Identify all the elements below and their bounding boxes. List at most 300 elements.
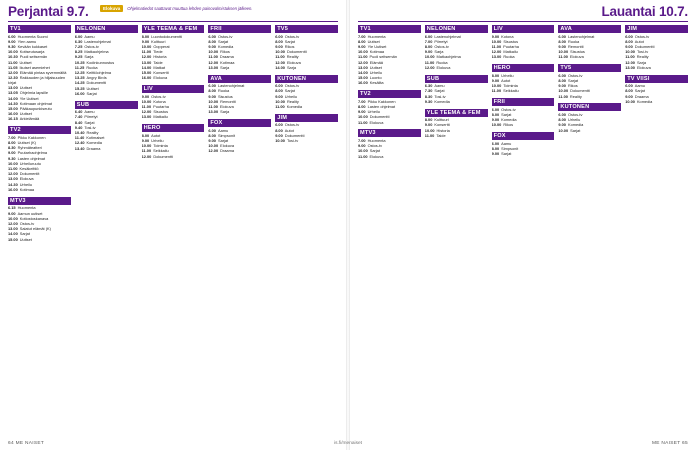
program-title: Taide	[436, 132, 446, 138]
channel-block	[625, 75, 688, 105]
program-title: Ruoka	[86, 64, 98, 70]
program-title: Angry Birds	[86, 75, 107, 81]
program-listing	[142, 55, 205, 60]
program-title: Autot	[634, 38, 644, 44]
program-time: 12.00	[358, 59, 368, 65]
channel-header: HERO	[492, 64, 555, 72]
channel-header: FRII	[492, 98, 555, 106]
program-time: 9.00	[625, 43, 633, 49]
listing-column	[358, 25, 421, 434]
program-title: Aamu	[84, 33, 95, 39]
program-time: 6.00	[491, 140, 500, 146]
program-listing	[142, 139, 205, 144]
program-title: Reality	[86, 129, 99, 135]
program-time: 13.05	[8, 90, 18, 96]
program-time: 11.00	[141, 49, 152, 55]
program-title: Kevään kukkaset	[17, 43, 48, 49]
program-time: 11.00	[424, 59, 435, 65]
program-time: 9.00	[358, 43, 366, 49]
program-title: Sarjat	[284, 38, 295, 44]
channel-block	[425, 75, 488, 105]
program-title: Tosi-tv	[286, 137, 299, 143]
program-time: 16.00	[141, 75, 152, 81]
program-title: Sarjat	[369, 148, 380, 154]
program-listing	[358, 81, 421, 86]
program-listing	[492, 45, 555, 50]
program-title: Kesäkeittiö	[19, 166, 39, 172]
channel-block	[142, 25, 205, 81]
program-title: Sarjat	[434, 88, 445, 94]
program-title: Urheilu	[19, 181, 33, 187]
program-title: Kotimaan ohjelmat	[19, 100, 52, 106]
program-listing	[558, 129, 621, 134]
channel-block	[492, 98, 555, 128]
program-time: 14.00	[275, 64, 285, 70]
program-time: 8.00	[558, 77, 566, 83]
program-listing	[492, 123, 555, 128]
program-title: Kesäilta	[369, 80, 384, 86]
program-time: 13.00	[8, 85, 18, 91]
program-time: 7.00	[358, 98, 366, 104]
program-time: 6.00	[208, 127, 216, 133]
program-title: Kodinkunnostus	[86, 59, 115, 65]
channel-block	[275, 75, 338, 110]
left-ribbon	[100, 5, 253, 12]
program-time: 11.00	[275, 103, 285, 109]
program-title: Ostos-tv	[84, 43, 99, 49]
program-time: 9.00	[141, 137, 150, 143]
program-listing	[142, 115, 205, 120]
program-title: Tosi-tv	[434, 93, 446, 99]
channel-header: YLE TEEMA & FEM	[142, 25, 205, 33]
program-time: 10.00	[208, 98, 219, 104]
channel-header: JIM	[275, 114, 338, 122]
program-title: Matkat	[153, 64, 166, 70]
program-title: Urheilu	[151, 137, 164, 143]
program-time: 9.00	[8, 210, 16, 216]
program-title: Dokumentit	[19, 171, 40, 177]
program-time: 15.00	[8, 236, 18, 242]
program-listing	[142, 95, 205, 100]
channel-block	[492, 132, 555, 157]
channel-header: MTV3	[8, 197, 71, 205]
channel-header: AVA	[558, 25, 621, 33]
channel-block	[558, 64, 621, 99]
program-title: Elokuva	[220, 143, 234, 149]
channel-header: FRII	[208, 25, 271, 33]
program-title: Uutiset	[19, 59, 32, 65]
channel-block	[558, 103, 621, 133]
program-time: 10.00	[141, 98, 152, 104]
program-time: 9.00	[275, 132, 283, 138]
program-time: 13.00	[491, 54, 502, 60]
program-time: 10.00	[558, 127, 569, 133]
program-title: Piirretyt	[84, 114, 98, 120]
program-time: 12.30	[8, 75, 18, 81]
program-title: Matkaohjelma	[436, 54, 461, 60]
program-listing	[275, 66, 338, 71]
program-time: 8.00	[208, 132, 216, 138]
left-day-title: Perjantai 9.7.	[8, 4, 89, 19]
program-title: Draama	[86, 145, 101, 151]
program-title: Komedia	[636, 98, 653, 104]
program-title: Konsertti	[153, 69, 169, 75]
program-title: Lasten ohjelmat	[17, 155, 46, 161]
program-title: Reality	[286, 54, 299, 60]
program-title: Ostos-tv	[284, 122, 300, 128]
program-listing	[275, 139, 338, 144]
program-title: Sisustus	[503, 38, 519, 44]
program-title: Sarjat	[86, 90, 97, 96]
program-title: Elämää pintaa syvemmältä	[19, 69, 67, 75]
right-top-rule	[358, 21, 688, 22]
program-title: Komedia	[86, 140, 102, 146]
program-listing	[492, 79, 555, 84]
program-title: Ylen aamu	[17, 38, 37, 44]
program-time: 13.00	[8, 176, 18, 182]
channel-header: HERO	[142, 124, 205, 132]
program-title: Pikku Kakkonen	[367, 98, 396, 104]
program-time: 9.00	[275, 93, 283, 99]
program-title: Sarjat	[217, 137, 229, 143]
program-title: Aamu	[634, 83, 645, 89]
program-title: Draama	[220, 148, 234, 154]
program-time: 6.00	[275, 83, 283, 89]
program-time: 10.00	[208, 143, 219, 149]
program-title: Kotiostoskanava	[19, 215, 49, 221]
program-title: Luonto	[369, 75, 382, 81]
channel-block	[142, 124, 205, 159]
program-title: Rikos	[220, 49, 230, 55]
program-time: 11.00	[558, 54, 568, 60]
program-title: Sarja	[220, 64, 230, 70]
program-time: 16.15	[8, 116, 18, 122]
program-time: 16.00	[8, 186, 18, 192]
program-title: Keittiöohjelma	[86, 69, 111, 75]
program-time: 10.00	[358, 148, 368, 154]
program-title: Historia	[153, 54, 167, 60]
program-title: Sisustus	[217, 93, 233, 99]
program-title: Ostos-tv	[567, 111, 583, 117]
channel-header: LIV	[492, 25, 555, 33]
program-time: 6.30	[424, 83, 433, 89]
program-time: 15.25	[74, 85, 85, 91]
program-title: Komedia	[434, 98, 450, 104]
program-time: 8.00	[358, 38, 366, 44]
program-time: 10.00	[625, 49, 635, 55]
program-time: 9.00	[558, 43, 566, 49]
program-time: 16.00	[358, 80, 368, 86]
program-time: 11.25	[74, 64, 85, 70]
program-time: 9.00	[558, 83, 566, 89]
program-time: 6.00	[558, 33, 566, 39]
program-title: Sarja	[434, 49, 444, 55]
program-time: 6.00	[8, 33, 16, 39]
program-title: Ostos-tv	[19, 220, 35, 226]
program-time: 11.00	[358, 54, 368, 60]
program-title: Elokuva	[569, 54, 584, 60]
program-time: 12.00	[8, 69, 18, 75]
program-time: 12.00	[424, 64, 435, 70]
program-time: 10.00	[558, 88, 569, 94]
program-title: Lastenohjelmat	[84, 38, 111, 44]
program-title: Reality	[286, 98, 299, 104]
program-time: 10.25	[74, 59, 85, 65]
program-time: 7.00	[424, 38, 433, 44]
channel-header: FOX	[492, 132, 555, 140]
channel-block	[625, 25, 688, 71]
program-time: 6.00	[558, 72, 566, 78]
program-time: 14.30	[8, 100, 18, 106]
program-title: Ostos-tv	[501, 106, 516, 112]
program-title: Uutiset	[19, 236, 32, 242]
program-time: 10.00	[491, 83, 502, 89]
program-listing	[492, 89, 555, 94]
program-listing	[492, 35, 555, 40]
program-time: 8.00	[275, 127, 283, 133]
program-title: Elokuva	[369, 153, 384, 159]
program-listing	[425, 55, 488, 60]
program-title: Elokuva	[436, 64, 451, 70]
program-title: Elokuva	[19, 176, 34, 182]
program-listing	[142, 155, 205, 160]
program-time: 9.00	[625, 93, 633, 99]
program-time: 15.00	[141, 69, 152, 75]
program-title: Historia	[436, 127, 450, 133]
channel-block	[558, 25, 621, 60]
program-title: Taide	[153, 59, 163, 65]
program-time: 8.00	[275, 88, 283, 94]
program-listing	[275, 105, 338, 110]
program-title: Komedia	[217, 43, 234, 49]
program-time: 10.00	[424, 54, 435, 60]
program-title: Toiminta	[503, 83, 518, 89]
program-listing	[142, 144, 205, 149]
program-listing	[425, 66, 488, 71]
program-title: Uutiset	[19, 111, 32, 117]
program-title: Yle Uutiset	[19, 95, 39, 101]
program-time: 6.00	[558, 111, 566, 117]
program-time: 13.25	[74, 75, 85, 81]
program-title: Arkielämää	[19, 116, 40, 122]
channel-block	[492, 25, 555, 60]
program-title: Huomenta	[367, 137, 386, 143]
program-title: Puutarha	[153, 103, 169, 109]
program-listing	[425, 129, 488, 134]
program-title: Dokumentti	[634, 43, 655, 49]
program-title: Dokumentti	[369, 114, 390, 120]
program-title: Uutiset (K)	[17, 140, 36, 146]
program-listing	[142, 40, 205, 45]
site-url: is.fi/menaiset	[334, 441, 362, 446]
channel-header: SUB	[75, 101, 138, 109]
program-title: Kotimaa	[19, 186, 35, 192]
program-time: 11.05	[8, 64, 18, 70]
program-title: Draama	[219, 54, 234, 60]
channel-block	[208, 25, 271, 71]
program-listing	[75, 92, 138, 97]
listing-column	[558, 25, 621, 434]
program-title: Elokuva	[153, 75, 168, 81]
program-time: 11.00	[141, 148, 152, 154]
program-time: 10.00	[424, 127, 435, 133]
program-time: 11.00	[558, 93, 568, 99]
right-page	[350, 0, 696, 450]
program-title: Aamu	[84, 109, 95, 115]
program-title: Urheilu	[501, 72, 514, 78]
program-time: 9.40	[74, 124, 83, 130]
channel-header: YLE TEEMA & FEM	[425, 109, 488, 117]
channel-block	[8, 197, 71, 243]
channel-block	[492, 64, 555, 94]
channel-block	[142, 85, 205, 120]
program-title: Urheiluruutu	[19, 160, 41, 166]
program-time: 11.00	[8, 166, 18, 172]
program-title: Yle Uutiset	[367, 43, 387, 49]
program-title: Sarjat	[84, 119, 95, 125]
program-time: 8.00	[8, 140, 16, 146]
channel-header: NELONEN	[425, 25, 488, 33]
program-time: 10.00	[275, 137, 285, 143]
program-title: Kotona	[501, 33, 514, 39]
program-time: 8.00	[491, 72, 500, 78]
program-listing	[8, 238, 71, 243]
program-title: Seikkailu	[503, 88, 519, 94]
program-time: 6.00	[208, 33, 216, 39]
program-time: 15.00	[8, 106, 18, 112]
program-time: 9.00	[358, 143, 366, 149]
program-title: Urheilu	[367, 109, 380, 115]
program-title: Ostos-tv	[434, 43, 449, 49]
channel-header: NELONEN	[75, 25, 138, 33]
program-time: 6.00	[275, 122, 283, 128]
program-time: 10.30	[8, 54, 18, 60]
program-title: Rikos	[284, 43, 295, 49]
channel-header: TV1	[8, 25, 71, 33]
program-time: 9.00	[8, 150, 16, 156]
channel-header: TV VIISI	[625, 75, 688, 83]
left-top-rule	[8, 21, 338, 22]
program-time: 8.40	[74, 119, 83, 125]
program-time: 12.00	[491, 49, 502, 55]
program-time: 8.00	[625, 38, 633, 44]
program-time: 11.00	[358, 119, 368, 125]
program-time: 9.30	[8, 155, 16, 161]
program-listing	[492, 152, 555, 157]
program-title: Tosi-tv	[636, 49, 649, 55]
program-title: Sarjat	[570, 127, 581, 133]
program-time: 15.00	[358, 75, 368, 81]
program-title: Simpsonit	[501, 145, 519, 151]
channel-header: TV2	[8, 126, 71, 134]
channel-header: SUB	[425, 75, 488, 83]
program-time: 14.00	[358, 69, 368, 75]
program-title: Ruoka	[217, 88, 230, 94]
program-time: 6.00	[74, 33, 83, 39]
program-listing	[75, 147, 138, 152]
program-title: Ohjelmia lapsille	[19, 90, 49, 96]
program-listing	[492, 55, 555, 60]
program-title: Konsertti	[434, 122, 450, 128]
channel-block	[275, 25, 338, 71]
program-title: Aamu	[434, 83, 445, 89]
program-time: 8.00	[491, 145, 500, 151]
program-time: 7.00	[358, 137, 366, 143]
listing-column	[492, 25, 555, 434]
program-time: 11.00	[625, 54, 635, 60]
program-title: Remontti	[567, 43, 584, 49]
program-time: 9.00	[8, 38, 16, 44]
program-title: Sarja	[84, 54, 94, 60]
program-title: Autot	[151, 132, 161, 138]
program-listing	[358, 155, 421, 160]
program-time: 7.30	[424, 88, 433, 94]
program-time: 6.00	[275, 33, 283, 39]
program-title: Tiede	[153, 49, 163, 55]
channel-block	[8, 126, 71, 192]
program-time: 12.00	[275, 59, 285, 65]
program-title: Sarjat	[567, 77, 579, 83]
channel-block	[358, 129, 421, 159]
program-title: Remontti	[220, 98, 236, 104]
program-time: 12.25	[74, 69, 85, 75]
program-time: 6.00	[491, 106, 500, 112]
channel-header: LIV	[142, 85, 205, 93]
program-time: 10.00	[141, 43, 152, 49]
channel-header: TV5	[275, 25, 338, 33]
program-title: Elokuva	[219, 103, 234, 109]
program-title: Matkaohjelma	[84, 49, 109, 55]
program-title: Reality	[636, 54, 649, 60]
program-listing	[142, 100, 205, 105]
program-title: Kotimaa	[369, 49, 385, 55]
program-time: 14.00	[8, 231, 18, 237]
program-title: Ruoka	[503, 54, 515, 60]
program-time: 9.00	[141, 93, 150, 99]
program-title: Uutiset	[86, 85, 99, 91]
program-listing	[558, 55, 621, 60]
program-time: 13.00	[208, 109, 219, 115]
program-time: 8.00	[491, 111, 500, 117]
channel-block	[358, 25, 421, 86]
program-time: 12.00	[208, 59, 219, 65]
program-title: Puutarhaohjelma	[17, 150, 47, 156]
program-time: 9.00	[491, 33, 500, 39]
listing-column	[625, 25, 688, 434]
program-listing	[492, 40, 555, 45]
channel-header: JIM	[625, 25, 688, 33]
program-title: Kotimaa	[220, 59, 235, 65]
program-listing	[208, 149, 271, 154]
channel-header: FOX	[208, 119, 271, 127]
channel-header: AVA	[208, 75, 271, 83]
program-title: Uutiset	[369, 64, 382, 70]
program-time: 12.00	[8, 220, 18, 226]
program-listing	[558, 95, 621, 100]
program-title: Kotona	[153, 98, 166, 104]
program-title: Dokumentti	[286, 49, 307, 55]
program-time: 12.00	[141, 109, 152, 115]
program-time: 8.00	[625, 88, 633, 94]
program-title: Dokumentti	[153, 153, 174, 159]
program-time: 14.25	[74, 80, 85, 86]
program-listing	[358, 121, 421, 126]
program-time: 8.00	[141, 132, 150, 138]
program-time: 8.30	[8, 145, 16, 151]
program-title: Sisustus	[570, 49, 585, 55]
program-time: 9.00	[275, 43, 283, 49]
program-title: Ikuiset asemiehet	[19, 64, 50, 70]
